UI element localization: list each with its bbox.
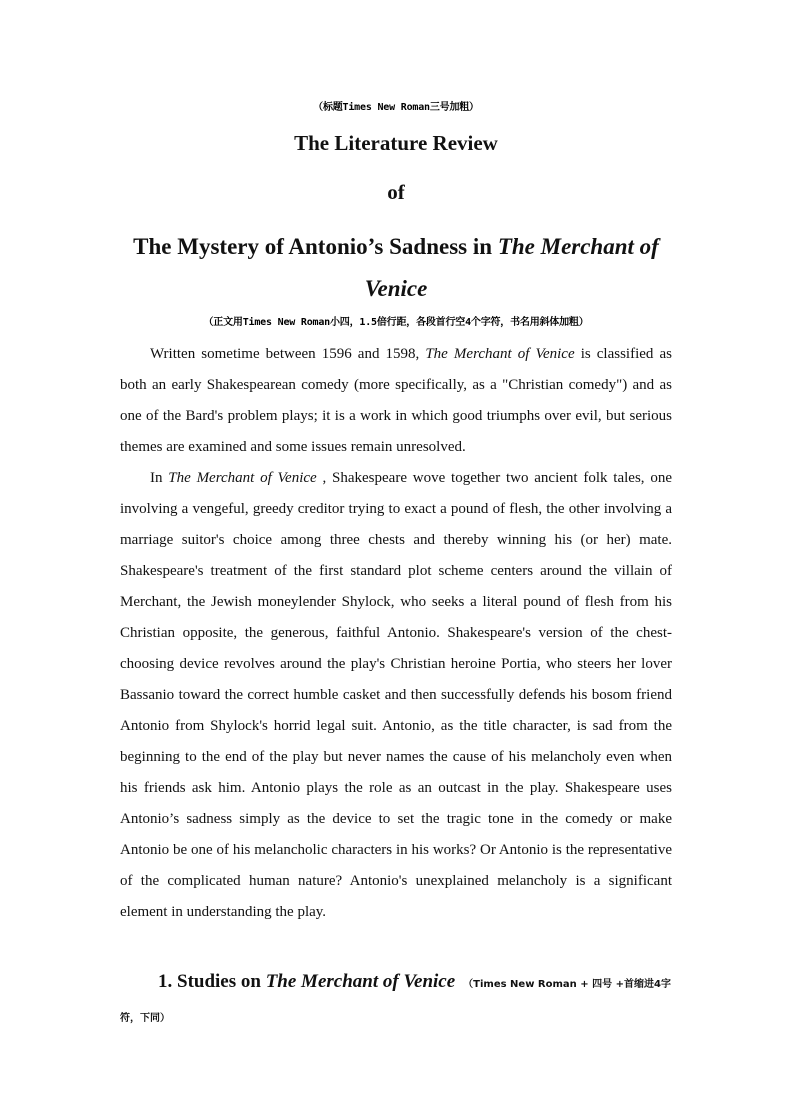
section-1-title: [120, 971, 455, 992]
p2-book-name: The Merchant of Venice: [168, 470, 317, 486]
body-text: [120, 339, 672, 928]
p2-before: In: [150, 470, 169, 486]
paragraph-2: [120, 463, 672, 928]
p2-after: , Shakespeare wove together two ancient folk tales, one involving a vengeful, greedy creditor trying to exact a pound of flesh, the other involving a marriage suitor's choice among three chests and thereby winning his (or her) mate. Shakespeare's treatment of the first standard plot scheme centers around the villain of Merchant, the Jewish moneylender Shylock, who seeks a literal pound of flesh from his Christian opposite, the generous, faithful Antonio. Shakespeare's version of the chest-choosing device revolves around the play's Christian heroine Portia, who steers her lover Bassanio toward the correct humble casket and then successfully defends his bosom friend Antonio from Shylock's horrid legal suit. Antonio, as the title character, is sad from the beginning to the end of the play but never names the cause of his melancholy even when his friends ask him. Antonio plays the role as an outcast in the play. Shakespeare uses Antonio’s sadness simply as the device to set the tragic tone in the comedy or make Antonio be one of his melancholic characters in his works? Or Antonio is the representative of the complicated human nature? Antonio's unexplained melancholy is a significant element in understanding the play.: [120, 470, 672, 920]
section-1-heading: [120, 966, 680, 1035]
section-1-prefix: 1. Studies on: [158, 971, 266, 992]
title-line-3: [120, 226, 672, 310]
title-format-note: （标题Times New Roman三号加粗）: [313, 102, 479, 113]
title-line-3-prefix: The Mystery of Antonio’s Sadness in: [133, 234, 498, 259]
title-line-1: The Literature Review: [294, 131, 498, 155]
title-line-2: of: [387, 180, 405, 204]
body-format-note: （正文用Times New Roman小四，1.5倍行距，各段首行空4个字符，书名用斜体加粗）: [203, 317, 589, 328]
section-1-book-name: The Merchant of Venice: [265, 971, 456, 992]
section-1-format-note: （Times New Roman + 四号 +首缩进4字符，下同）: [120, 979, 671, 1024]
p1-book-name: The Merchant of Venice: [425, 346, 575, 362]
title-book-name: The Merchant of Venice: [364, 234, 659, 301]
paragraph-1: [120, 339, 672, 463]
p1-after: is classified as both an early Shakespearean comedy (more specifically, as a "Christian comedy") and as one of the Bard's problem plays; it is a work in which good triumphs over evil, but serious themes are examined and some issues remain unresolved.: [120, 346, 672, 455]
p1-before: Written sometime between 1596 and 1598,: [150, 346, 426, 362]
